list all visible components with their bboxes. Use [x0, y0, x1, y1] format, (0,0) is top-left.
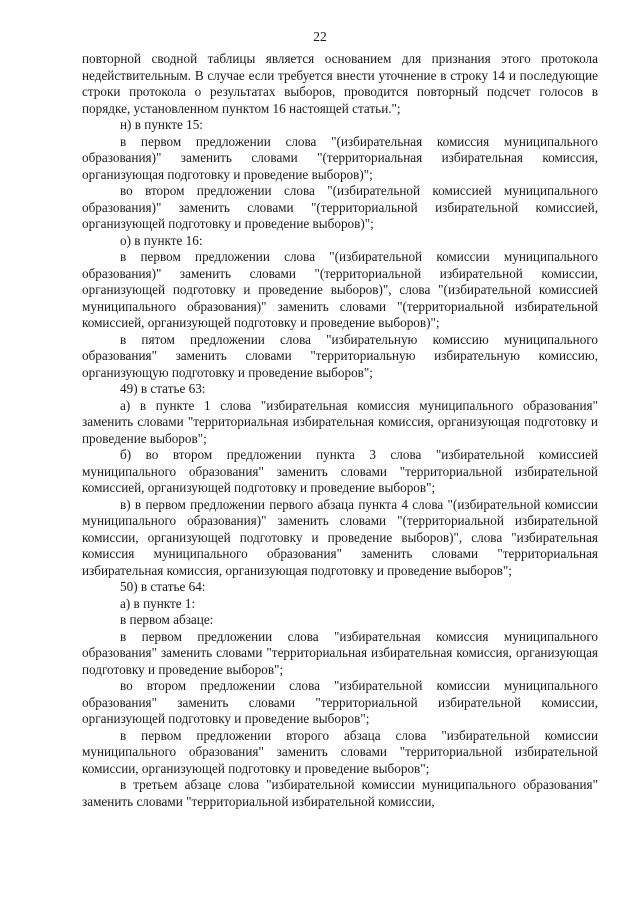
paragraph: о) в пункте 16:: [120, 232, 203, 248]
paragraph: в третьем абзаце слова "избирательной комиссии муниципального образования" заменить словами "территориальной избирательной комиссии,: [82, 777, 598, 809]
paragraph: 49) в статье 63:: [120, 381, 206, 396]
paragraph: в пятом предложении слова "избирательную комиссию муниципального образования" заменить словами "территориальную избирательную комиссию, организующую подготовку и проведение выборов";: [82, 331, 598, 380]
paragraph: повторной сводной таблицы является основанием для признания этого протокола недействительным. В случае если требуется внести уточнение в строку 14 и последующие строки протокола о результатах выборов, проводится повторный подсчет голосов в порядке, установленном пунктом 16 настоящей статьи.";: [82, 51, 598, 116]
page-number: 22: [313, 29, 327, 44]
paragraph: в первом предложении слова "(избирательной комиссии муниципального образования)" заменить словами "(территориальной избирательной комиссии, организующей подготовку и проведение выборов)", слова "(избирательной комиссией муниципального образования)" заменить словами "(территориальной избирательной комиссией, организующей подготовку и проведение выборов)";: [82, 249, 598, 330]
paragraph: н) в пункте 15:: [120, 117, 203, 132]
paragraph: в первом предложении второго абзаца слова "избирательной комиссии муниципального образования" заменить словами "территориальной избирательной комиссии, организующей подготовку и проведение выборов";: [82, 727, 598, 776]
paragraph: в первом абзаце:: [120, 612, 214, 627]
paragraph: в первом предложении слова "(избирательная комиссия муниципального образования)" заменить словами "(территориальная избирательная комиссия, организующая подготовку и проведение выборов)";: [82, 133, 598, 182]
paragraph: 50) в статье 64:: [120, 579, 206, 594]
paragraph: во втором предложении слова "(избирательной комиссией муниципального образования)" заменить словами "(территориальной избирательной комиссией, организующей подготовку и проведение выборов)";: [82, 183, 598, 231]
paragraph: а) в пункте 1:: [120, 595, 196, 611]
paragraph: в) в первом предложении первого абзаца пункта 4 слова "(избирательной комиссии муниципального образования)" заменить словами "(территориальной избирательной комиссии, организующей подготовку и проведение выборов)", слова "избирательная комиссия муниципального образования" заменить словами "территориальная избирательная комиссия, организующая подготовку и проведение выборов";: [82, 496, 598, 578]
document-body: [82, 51, 598, 810]
paragraph: во втором предложении слова "избирательной комиссии муниципального образования" заменить словами "территориальной избирательной комиссии, организующей подготовку и проведение выборов";: [82, 678, 598, 726]
paragraph: в первом предложении слова "избирательная комиссия муниципального образования" заменить словами "территориальная избирательная комиссия, организующая подготовку и проведение выборов";: [82, 628, 598, 677]
paragraph: б) во втором предложении пункта 3 слова "избирательной комиссией муниципального образования" заменить словами "территориальной избирательной комиссией, организующей подготовку и проведение выборов";: [82, 447, 598, 495]
paragraph: а) в пункте 1 слова "избирательная комиссия муниципального образования" заменить словами "территориальная избирательная комиссия, организующая подготовку и проведение выборов";: [82, 397, 598, 446]
